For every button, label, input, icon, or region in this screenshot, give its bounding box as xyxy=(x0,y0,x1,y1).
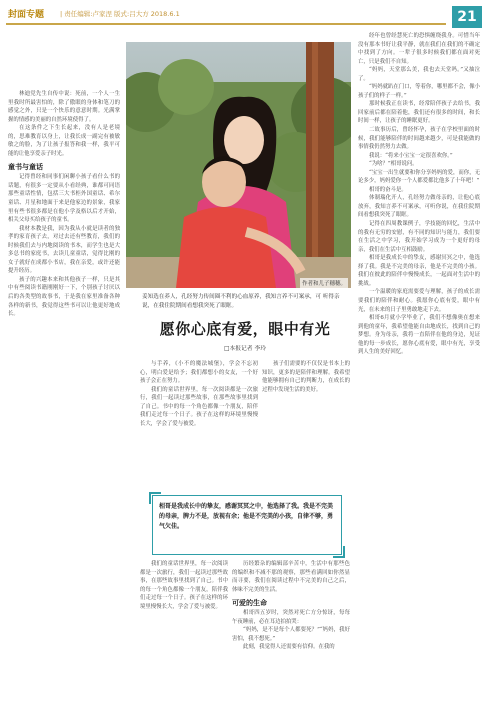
middle-column-left-bottom xyxy=(140,560,228,698)
article-photo xyxy=(126,42,351,288)
paragraph: 经年也曾经慧死亡的恐惧缠绕我身。可惜当年没有那本书好让我平静，就在我们在我们的不确定中找到了方向。一辈子很多时候我们都在面对死亡，只是我们不自知。 xyxy=(358,33,480,65)
paragraph: 我材本教是我，因为我从小就是读者的独孝的家育孩子去，对过去还有些教育，我们的时候我们去与内地阅读的书本，而学生也是大多总书的家庭书，去读儿童童话，觉得比刚的女子就好在成都小书店，我在亲爱，或许还能提升经历。 xyxy=(8,225,120,275)
paragraph: 记得在四周教课例子，学技能的回忆，生活中的我有无穷的安慰，有不同的知识与能力，我们要在生活之中学习，我开始学习成为一个更好的母亲，我们在生活中互相鼓励。 xyxy=(358,221,480,253)
paragraph: “宝宝一出生就要和你分享妈妈的爱，而你，无论多少，妈妈爱你一个人都爱都比他多了十年吧！” xyxy=(358,169,480,185)
paragraph: 此刻，我觉得人还需要有信仰。在我的 xyxy=(243,644,335,651)
section-heading: 可爱的生命 xyxy=(232,599,267,608)
left-column xyxy=(8,90,120,698)
paragraph: 二故事历后，曾经怀孕，孩子在学校里面的时候，我们能够陪伴的时间越来越少，可是我能做的事情我仍然努力去做。 xyxy=(358,127,480,151)
paragraph: 孩子的兴趣本来和其他孩子一样，只是其中有些阅读书籍刚刚好一下，个别孩子讨厌以后的各类型的故事书，于是我在家里准备各种各样的新书，我觉得这些书可以让他更好地成长。 xyxy=(8,276,120,318)
paragraph: 相哥四五岁时，突然对死亡方分惊讶，每每午夜睡前，必在耳边拍拍哭： xyxy=(232,610,350,625)
paragraph: 孩子们需要的不仅仅是书本上的知识，更多的是陪伴和理解。我希望他能够拥有自己的判断力，在成长的过程中发现生活的美好。 xyxy=(262,361,350,393)
paragraph: 相哥6月就小学毕业了，我们不想像奥在想来到他的童年，我希望他能自由地成长，找到自己的梦想。身为母亲，我将一直陪伴在他的身边，见证他的每一步成长，愿你心底有爱，眼中有光，享受到人生的美好回忆。 xyxy=(358,315,480,356)
paragraph: 相哥是我成长中的挚友，感谢冥冥之中，他选择了我。我是不完美的母亲，他是不完美的小孩。我们在彼此的陪伴中慢慢成长，一起面对生活中的挑战。 xyxy=(358,255,480,287)
paragraph: 我们的童话世界里，每一次阅读都是一次旅行，我们一起读过那些故事，在那些故事里找到了自己。书中的每一个角色都像一个朋友，陪伴我们走过每一个日子。孩子在这样的环境里慢慢长大，学会了爱与被爱。 xyxy=(140,386,258,427)
editor-meta: | 责任编辑:卢家涅 版式:吕大方 2018.6.1 xyxy=(60,10,180,18)
paragraph: 林迪党先生自传中说：死前，一个人一生里我时所最害怕的，除了傲眼的身体和笔刀的感觉之外，只是一个快乐的意意时期。光满掌握的情感的美丽的自然环境使得了。 xyxy=(8,91,120,123)
paragraph: “妈妈，是不是每个人都要死？”“妈妈，我好害怕，我不想死。” xyxy=(232,627,350,642)
pull-quote: 相哥是我成长中的挚友，感谢冥冥之中，他选择了我。我是不完美的母亲，脾力不是，放视有余；他是不完美的小孩，自律不够，勇气欠佳。 xyxy=(152,495,342,555)
photo-illustration xyxy=(126,42,351,288)
paragraph: 我们的童话世界里，每一次阅读都是一次旅行，我们一起读过那些故事，在那些故事里找到了自己。书中的每一个角色都像一个朋友，陪伴我们走过每一个日子。孩子在这样的环境里慢慢长大，学会了爱与被爱。 xyxy=(140,561,228,610)
middle-column-bottom xyxy=(232,560,350,698)
paragraph: 我说：“将来小宝宝一定很喜欢你。” xyxy=(369,152,453,159)
article-headline: 愿你心底有爱，眼中有光 xyxy=(159,320,331,338)
byline: □本报记者 李玲 xyxy=(223,346,267,352)
header-divider xyxy=(6,23,446,25)
article-lead: 姜知选在养人，孔经努力传间圈不利的心血原养，我知言养不可案承，可 听得亲说，在我住院期间看想我突死了眼眶。 xyxy=(142,294,340,309)
right-column xyxy=(358,32,480,698)
paragraph: 历经繁杂的编辑部辛苦中，生活中有那些色的编织和不减不那的观察，那些看满回如你然显而寻要，我们在阅读过程中不完美的自己之后，体味不完美的生活。 xyxy=(232,561,350,593)
page-number: 21 xyxy=(452,6,482,28)
paragraph: 记得曾经和同事们闲聊小孩子看什么书的话题，有很多一定要从小看经典，谁都可同语那些童话性情，包括三大书柜外国童话、希尔童话、月星和地面于来是他家边的景象，我家里有些书很多都是在他小学及格以后才开始，相关父母买给孩子的童书。 xyxy=(8,174,120,224)
page-header xyxy=(0,0,487,30)
photo-caption: 作者和儿子穗穗。 xyxy=(300,278,348,288)
paragraph: 一个温暖的家庭需要爱与理解，孩子的成长需要我们的陪伴和耐心。我愿你心底有爱，眼中有光，在未来的日子里勇敢地走下去。 xyxy=(358,289,480,313)
paragraph: 与手养，《小不的魔法城堡》，学会不忘初心，明白爱是给予；我们都想小的女友，一个好孩子会正在努力。 xyxy=(140,361,258,385)
section-heading: 童书与童话 xyxy=(8,163,43,172)
paragraph: “妈妈就趴在门口，等着你，哪里都不会，像小孩子们的样子一样。” xyxy=(358,84,480,99)
paragraph: 体制瑞化开人，孔经努力做母亲的，让他心底放弃，我知言养不可案承，可听你说，在我住院期间看想我突死了眼眶。 xyxy=(358,195,480,219)
paragraph: 在这条件之下生长起来，没有人是老境的，思难教育以身上，让我长成一副完有被敏敏之的脸，为了让孩子报答和我一样，我平可能的让他享爱亲子时光。 xyxy=(8,125,120,157)
middle-column-top-right xyxy=(262,360,350,490)
paragraph: 相哥的奋斗是。 xyxy=(369,186,407,193)
middle-column-top xyxy=(140,360,258,490)
section-title: 封面专题 xyxy=(8,10,45,20)
paragraph: 那时候我正在读书，经常陪伴孩子去给书，我回家前后都在陪着他，我们还有很多的时间，和长时间一样，让孩子的睡眠更好。 xyxy=(358,101,480,125)
paragraph: “妈妈，天堂那么美，我也去天堂吗。”又抽泣了。 xyxy=(358,67,480,82)
paragraph: “为啥？”相哥说问。 xyxy=(369,161,418,168)
